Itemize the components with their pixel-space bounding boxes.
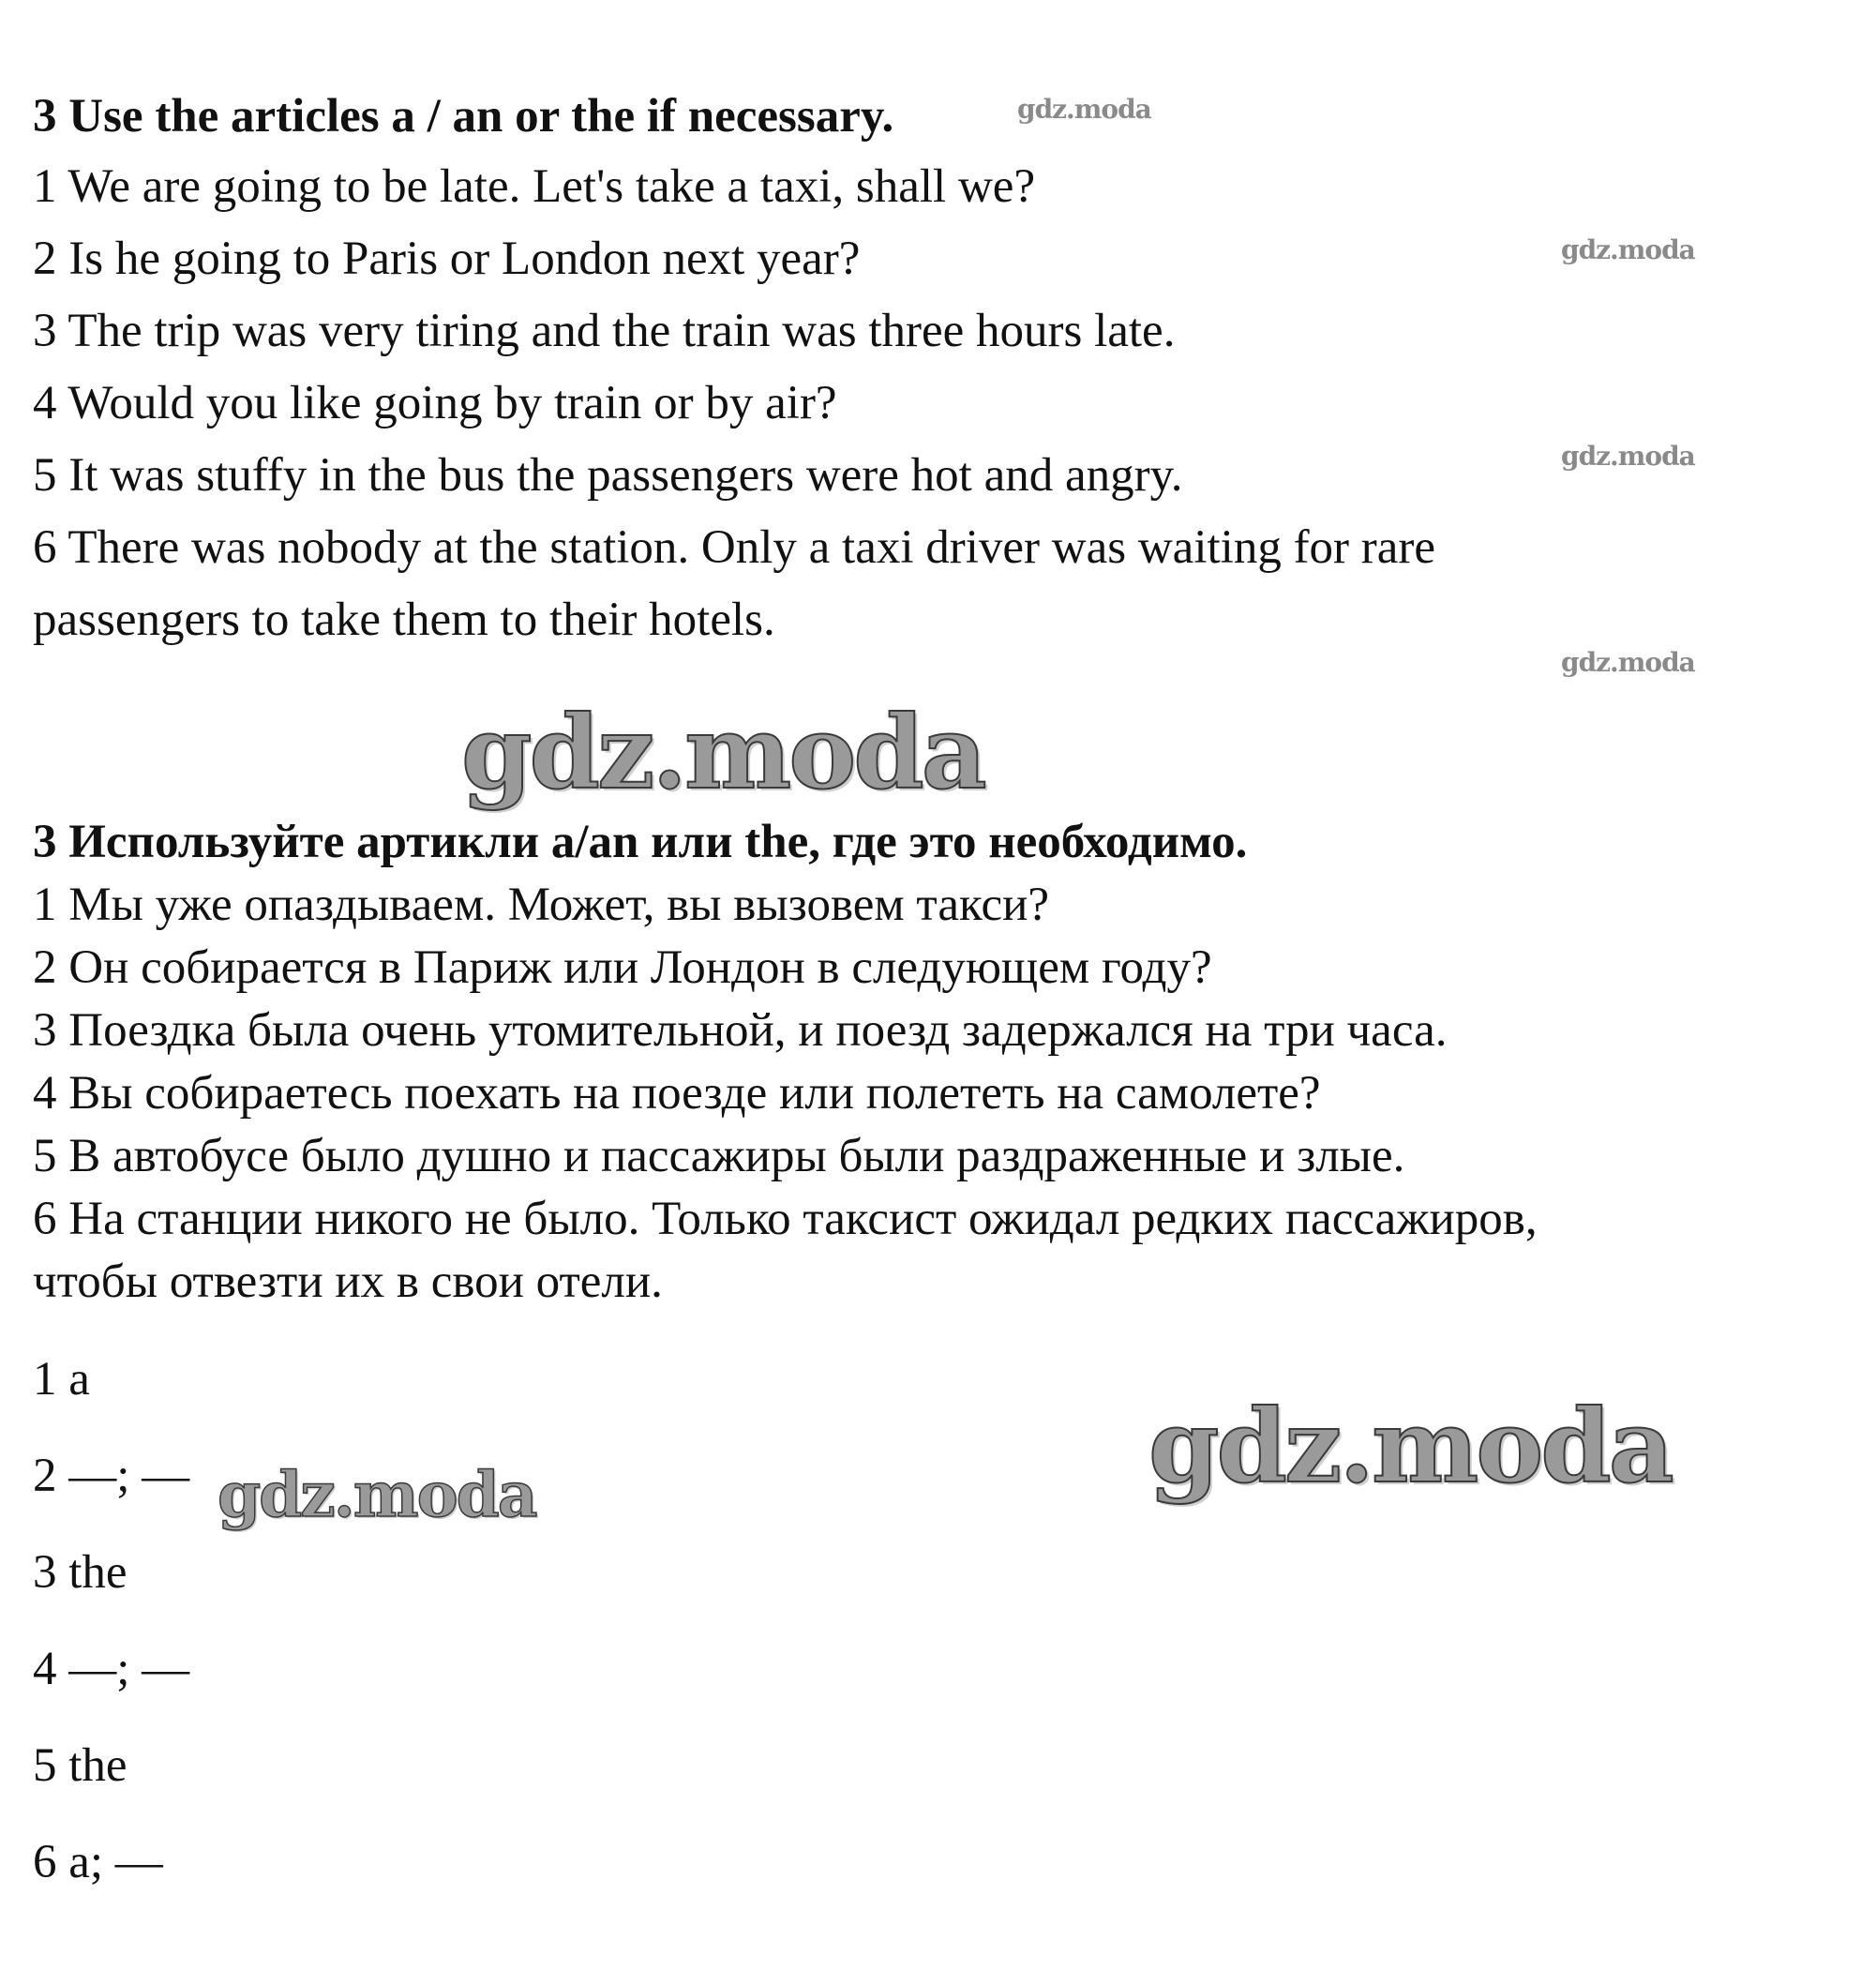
watermark: gdz.moda <box>1561 234 1695 265</box>
english-sentence: 5 It was stuffy in the bus the passengers were hot and angry. <box>33 449 1183 502</box>
english-sentence: 1 We are going to be late. Let's take a taxi, shall we? <box>33 160 1036 213</box>
english-sentence: passengers to take them to their hotels. <box>33 594 775 646</box>
watermark: gdz.moda <box>1561 441 1695 472</box>
russian-sentence: 4 Вы собираетесь поехать на поезде или полететь на самолете? <box>33 1067 1321 1120</box>
watermark: gdz.moda <box>1561 647 1695 678</box>
russian-sentence: 6 На станции никого не было. Только таксист ожидал редких пассажиров, <box>33 1193 1538 1245</box>
answer-item: 4 —; — <box>33 1643 190 1695</box>
russian-sentence: 1 Мы уже опаздываем. Может, вы вызовем такси? <box>33 879 1050 931</box>
answer-item: 2 —; — <box>33 1450 190 1502</box>
answer-item: 1 a <box>33 1353 90 1406</box>
watermark: gdz.moda <box>1017 94 1151 125</box>
watermark: gdz.moda <box>1148 1388 1672 1506</box>
watermark: gdz.moda <box>218 1458 536 1531</box>
answer-item: 3 the <box>33 1546 128 1599</box>
russian-sentence: чтобы отвезти их в свои отели. <box>33 1256 663 1308</box>
english-sentence: 6 There was nobody at the station. Only a taxi driver was waiting for rare <box>33 521 1436 574</box>
answer-item: 5 the <box>33 1739 128 1792</box>
english-sentence: 4 Would you like going by train or by air? <box>33 377 837 429</box>
english-sentence: 2 Is he going to Paris or London next year? <box>33 233 861 285</box>
russian-sentence: 3 Поездка была очень утомительной, и поезд задержался на три часа. <box>33 1004 1448 1057</box>
russian-sentence: 5 В автобусе было душно и пассажиры были раздраженные и злые. <box>33 1130 1405 1182</box>
watermark: gdz.moda <box>461 694 984 812</box>
russian-heading: 3 Используйте артикли a/an или the, где это необходимо. <box>33 816 1248 868</box>
english-heading: 3 Use the articles a / an or the if necessary. <box>33 90 894 143</box>
russian-sentence: 2 Он собирается в Париж или Лондон в следующем году? <box>33 941 1212 994</box>
answer-item: 6 a; — <box>33 1836 163 1888</box>
english-sentence: 3 The trip was very tiring and the train was three hours late. <box>33 305 1176 357</box>
